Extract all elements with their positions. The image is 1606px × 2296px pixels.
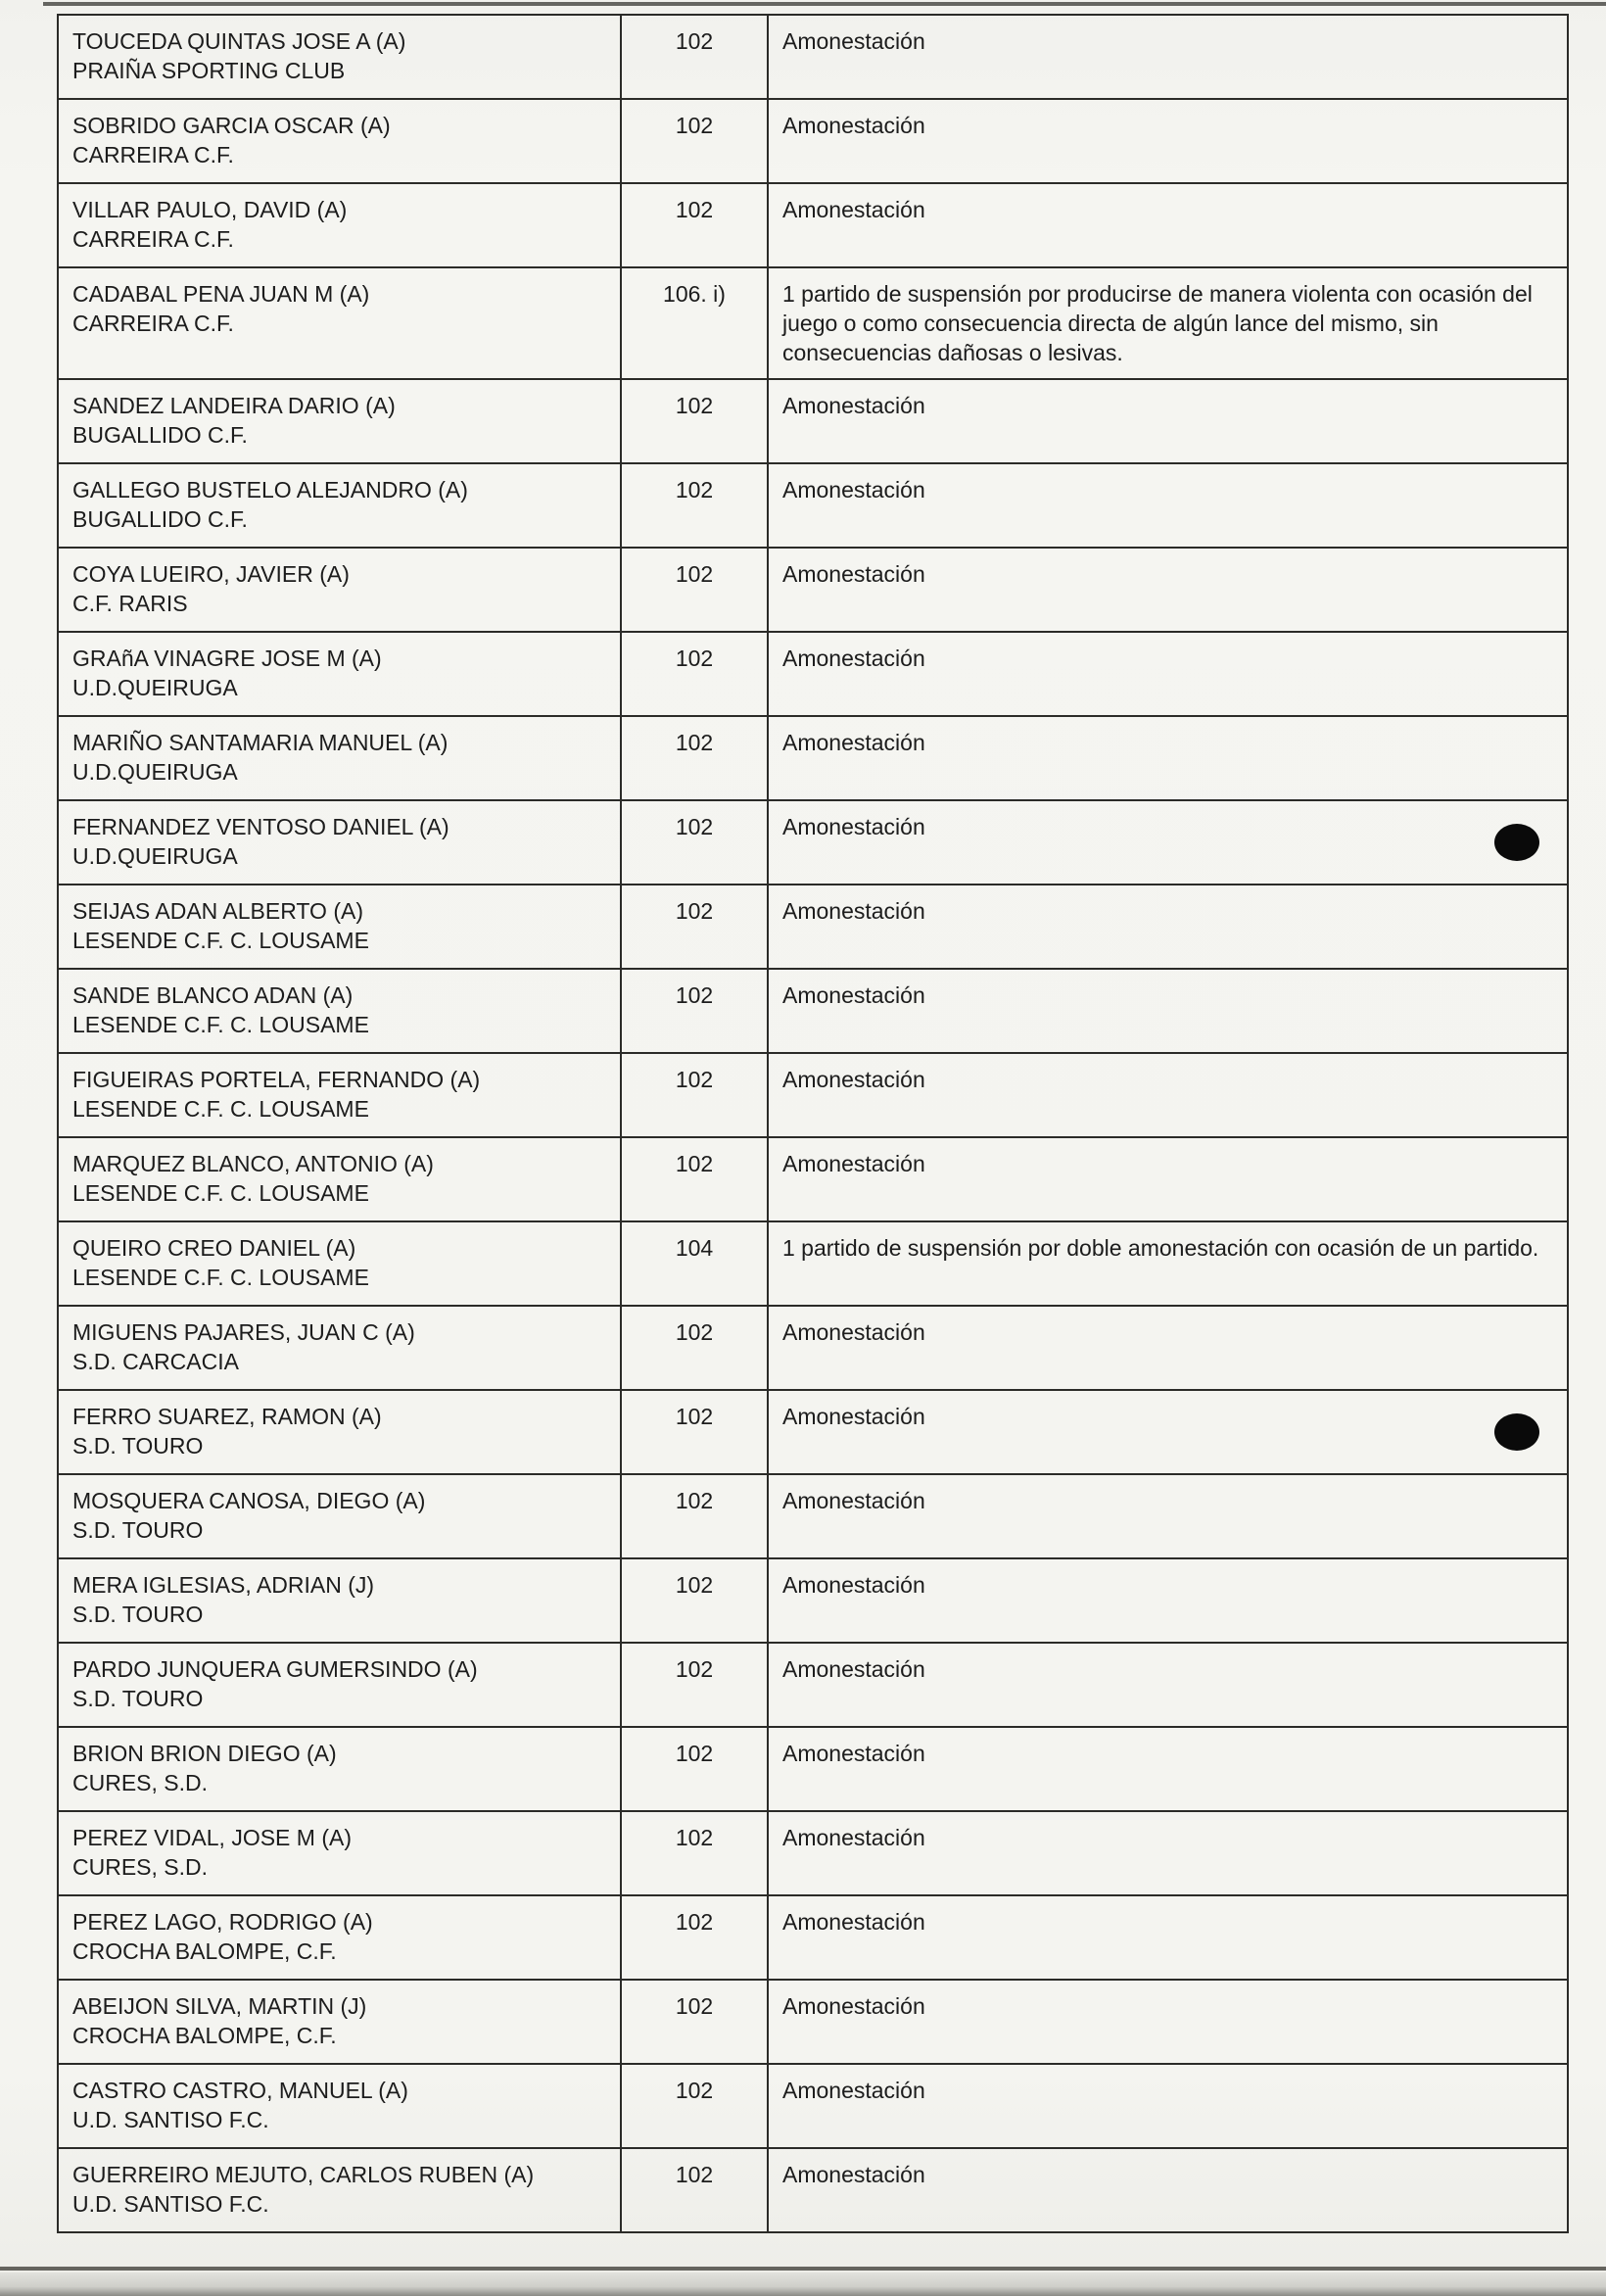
player-club-cell: [58, 1474, 621, 1558]
sanction-text: Amonestación: [782, 1319, 925, 1345]
scan-dot: [1494, 1413, 1539, 1451]
article-number: 102: [621, 1558, 768, 1643]
sanction-cell: [768, 15, 1568, 99]
player-name: FERNANDEZ VENTOSO DANIEL (A): [72, 814, 449, 839]
table-row: [58, 1474, 1568, 1558]
article-number: 102: [621, 1980, 768, 2064]
club-name: S.D. TOURO: [72, 1602, 204, 1627]
player-club-cell: [58, 1980, 621, 2064]
article-number: 102: [621, 1474, 768, 1558]
sanction-text: Amonestación: [782, 1741, 925, 1766]
table-row: [58, 1306, 1568, 1390]
table-row: [58, 2148, 1568, 2232]
club-name: BUGALLIDO C.F.: [72, 422, 248, 448]
player-name: MARIÑO SANTAMARIA MANUEL (A): [72, 730, 449, 755]
player-name: CADABAL PENA JUAN M (A): [72, 281, 370, 307]
table-row: [58, 885, 1568, 969]
player-club-cell: [58, 463, 621, 548]
player-club-cell: [58, 1306, 621, 1390]
player-name: PEREZ LAGO, RODRIGO (A): [72, 1909, 373, 1935]
sanction-text: Amonestación: [782, 197, 925, 222]
table-row: [58, 1811, 1568, 1895]
player-name: COYA LUEIRO, JAVIER (A): [72, 561, 350, 587]
club-name: CURES, S.D.: [72, 1854, 209, 1880]
club-name: S.D. TOURO: [72, 1686, 204, 1711]
sanction-cell: [768, 716, 1568, 800]
club-name: U.D.QUEIRUGA: [72, 843, 238, 869]
club-name: C.F. RARIS: [72, 591, 188, 616]
player-name: GRAñA VINAGRE JOSE M (A): [72, 646, 382, 671]
article-number: 102: [621, 632, 768, 716]
article-number: 102: [621, 969, 768, 1053]
sanction-text: Amonestación: [782, 561, 925, 587]
sanction-text: Amonestación: [782, 646, 925, 671]
article-number: 102: [621, 1390, 768, 1474]
article-number: 102: [621, 1811, 768, 1895]
club-name: LESENDE C.F. C. LOUSAME: [72, 928, 369, 953]
sanction-text: Amonestación: [782, 477, 925, 502]
sanction-text: Amonestación: [782, 814, 925, 839]
article-number: 102: [621, 1643, 768, 1727]
table-row: [58, 1980, 1568, 2064]
article-number: 102: [621, 1895, 768, 1980]
player-club-cell: [58, 1895, 621, 1980]
player-club-cell: [58, 379, 621, 463]
club-name: U.D.QUEIRUGA: [72, 675, 238, 700]
table-row: [58, 1390, 1568, 1474]
sanction-text: Amonestación: [782, 113, 925, 138]
sanction-text: Amonestación: [782, 1825, 925, 1850]
sanction-text: 1 partido de suspensión por doble amonestación con ocasión de un partido.: [782, 1235, 1539, 1261]
scan-edge-bottom-band: [0, 2272, 1606, 2296]
player-club-cell: [58, 2148, 621, 2232]
sanction-cell: [768, 885, 1568, 969]
sanction-cell: [768, 183, 1568, 267]
sanction-cell: [768, 1053, 1568, 1137]
sanction-text: Amonestación: [782, 1151, 925, 1176]
club-name: LESENDE C.F. C. LOUSAME: [72, 1265, 369, 1290]
club-name: CARREIRA C.F.: [72, 311, 234, 336]
table-row: [58, 463, 1568, 548]
sanction-cell: [768, 1137, 1568, 1221]
sanction-cell: [768, 1980, 1568, 2064]
player-club-cell: [58, 548, 621, 632]
table-row: [58, 969, 1568, 1053]
sanction-text: Amonestación: [782, 393, 925, 418]
player-club-cell: [58, 1137, 621, 1221]
article-number: 102: [621, 548, 768, 632]
article-number: 102: [621, 1727, 768, 1811]
sanction-text: Amonestación: [782, 1488, 925, 1513]
article-number: 102: [621, 15, 768, 99]
table-row: [58, 632, 1568, 716]
club-name: CROCHA BALOMPE, C.F.: [72, 2023, 337, 2048]
sanction-cell: [768, 463, 1568, 548]
player-club-cell: [58, 1558, 621, 1643]
table-row: [58, 548, 1568, 632]
sanction-cell: [768, 1390, 1568, 1474]
sanction-cell: [768, 1895, 1568, 1980]
sanction-text: Amonestación: [782, 730, 925, 755]
scan-edge-top: [43, 2, 1606, 6]
player-name: QUEIRO CREO DANIEL (A): [72, 1235, 356, 1261]
article-number: 102: [621, 800, 768, 885]
table-row: [58, 1895, 1568, 1980]
player-club-cell: [58, 15, 621, 99]
sanction-text: Amonestación: [782, 898, 925, 924]
sanction-cell: [768, 1221, 1568, 1306]
sanction-cell: [768, 1727, 1568, 1811]
sanction-cell: [768, 99, 1568, 183]
sanction-text: Amonestación: [782, 1067, 925, 1092]
scan-edge-bottom-line: [0, 2267, 1606, 2271]
club-name: BUGALLIDO C.F.: [72, 506, 248, 532]
sanction-text: Amonestación: [782, 1404, 925, 1429]
sanction-cell: [768, 1558, 1568, 1643]
sanction-text: Amonestación: [782, 1572, 925, 1598]
table-row: [58, 183, 1568, 267]
sanction-cell: [768, 800, 1568, 885]
club-name: CROCHA BALOMPE, C.F.: [72, 1938, 337, 1964]
player-club-cell: [58, 969, 621, 1053]
article-number: 102: [621, 463, 768, 548]
sanction-text: Amonestación: [782, 1993, 925, 2019]
player-club-cell: [58, 1643, 621, 1727]
player-name: ABEIJON SILVA, MARTIN (J): [72, 1993, 367, 2019]
player-name: MARQUEZ BLANCO, ANTONIO (A): [72, 1151, 434, 1176]
table-row: [58, 379, 1568, 463]
player-name: SANDEZ LANDEIRA DARIO (A): [72, 393, 396, 418]
table-row: [58, 1221, 1568, 1306]
player-name: MOSQUERA CANOSA, DIEGO (A): [72, 1488, 426, 1513]
sanction-text: Amonestación: [782, 1909, 925, 1935]
sanction-cell: [768, 1474, 1568, 1558]
sanction-text: Amonestación: [782, 28, 925, 54]
sanction-text: Amonestación: [782, 1656, 925, 1682]
table-row: [58, 1643, 1568, 1727]
article-number: 102: [621, 2148, 768, 2232]
player-name: GALLEGO BUSTELO ALEJANDRO (A): [72, 477, 468, 502]
article-number: 102: [621, 183, 768, 267]
article-number: 102: [621, 885, 768, 969]
player-name: TOUCEDA QUINTAS JOSE A (A): [72, 28, 406, 54]
player-club-cell: [58, 716, 621, 800]
article-number: 102: [621, 716, 768, 800]
club-name: LESENDE C.F. C. LOUSAME: [72, 1012, 369, 1037]
table-row: [58, 800, 1568, 885]
article-number: 102: [621, 379, 768, 463]
player-name: SOBRIDO GARCIA OSCAR (A): [72, 113, 391, 138]
club-name: U.D. SANTISO F.C.: [72, 2107, 269, 2132]
sanction-cell: [768, 548, 1568, 632]
table-row: [58, 2064, 1568, 2148]
player-name: PARDO JUNQUERA GUMERSINDO (A): [72, 1656, 478, 1682]
player-name: CASTRO CASTRO, MANUEL (A): [72, 2078, 408, 2103]
club-name: LESENDE C.F. C. LOUSAME: [72, 1180, 369, 1206]
player-club-cell: [58, 632, 621, 716]
club-name: S.D. TOURO: [72, 1517, 204, 1543]
sanction-cell: [768, 2064, 1568, 2148]
sanction-text: Amonestación: [782, 982, 925, 1008]
player-club-cell: [58, 1811, 621, 1895]
player-club-cell: [58, 885, 621, 969]
sanction-cell: [768, 379, 1568, 463]
club-name: CURES, S.D.: [72, 1770, 209, 1795]
club-name: CARREIRA C.F.: [72, 142, 234, 167]
article-number: 106. i): [621, 267, 768, 379]
player-name: MERA IGLESIAS, ADRIAN (J): [72, 1572, 375, 1598]
club-name: LESENDE C.F. C. LOUSAME: [72, 1096, 369, 1122]
club-name: S.D. CARCACIA: [72, 1349, 239, 1374]
sanction-cell: [768, 1643, 1568, 1727]
article-number: 102: [621, 1053, 768, 1137]
club-name: PRAIÑA SPORTING CLUB: [72, 58, 346, 83]
club-name: U.D.QUEIRUGA: [72, 759, 238, 785]
club-name: S.D. TOURO: [72, 1433, 204, 1459]
player-club-cell: [58, 183, 621, 267]
scan-dot: [1494, 824, 1539, 861]
sanction-text: 1 partido de suspensión por producirse de manera violenta con ocasión del juego o como consecuencia directa de algún lance del mismo, sin consecuencias dañosas o lesivas.: [782, 281, 1533, 365]
player-club-cell: [58, 99, 621, 183]
sanction-cell: [768, 1306, 1568, 1390]
sanction-cell: [768, 632, 1568, 716]
table-row: [58, 716, 1568, 800]
player-club-cell: [58, 267, 621, 379]
table-row: [58, 1727, 1568, 1811]
article-number: 102: [621, 99, 768, 183]
table-row: [58, 1558, 1568, 1643]
article-number: 102: [621, 1306, 768, 1390]
club-name: U.D. SANTISO F.C.: [72, 2191, 269, 2217]
sanctions-table: [57, 14, 1569, 2233]
player-club-cell: [58, 800, 621, 885]
table-body: [58, 15, 1568, 2232]
player-name: SANDE BLANCO ADAN (A): [72, 982, 354, 1008]
player-name: FERRO SUAREZ, RAMON (A): [72, 1404, 382, 1429]
player-name: VILLAR PAULO, DAVID (A): [72, 197, 348, 222]
sanction-text: Amonestación: [782, 2078, 925, 2103]
player-club-cell: [58, 2064, 621, 2148]
sanction-text: Amonestación: [782, 2162, 925, 2187]
player-name: FIGUEIRAS PORTELA, FERNANDO (A): [72, 1067, 481, 1092]
sanction-cell: [768, 2148, 1568, 2232]
table-row: [58, 1137, 1568, 1221]
player-club-cell: [58, 1727, 621, 1811]
player-name: PEREZ VIDAL, JOSE M (A): [72, 1825, 352, 1850]
player-club-cell: [58, 1221, 621, 1306]
player-club-cell: [58, 1053, 621, 1137]
table-row: [58, 1053, 1568, 1137]
table-row: [58, 267, 1568, 379]
sanction-cell: [768, 1811, 1568, 1895]
table-row: [58, 15, 1568, 99]
player-name: GUERREIRO MEJUTO, CARLOS RUBEN (A): [72, 2162, 535, 2187]
player-name: SEIJAS ADAN ALBERTO (A): [72, 898, 363, 924]
player-name: BRION BRION DIEGO (A): [72, 1741, 337, 1766]
player-club-cell: [58, 1390, 621, 1474]
sanction-cell: [768, 969, 1568, 1053]
table-row: [58, 99, 1568, 183]
article-number: 102: [621, 2064, 768, 2148]
article-number: 104: [621, 1221, 768, 1306]
club-name: CARREIRA C.F.: [72, 226, 234, 252]
sanction-cell: [768, 267, 1568, 379]
player-name: MIGUENS PAJARES, JUAN C (A): [72, 1319, 415, 1345]
article-number: 102: [621, 1137, 768, 1221]
